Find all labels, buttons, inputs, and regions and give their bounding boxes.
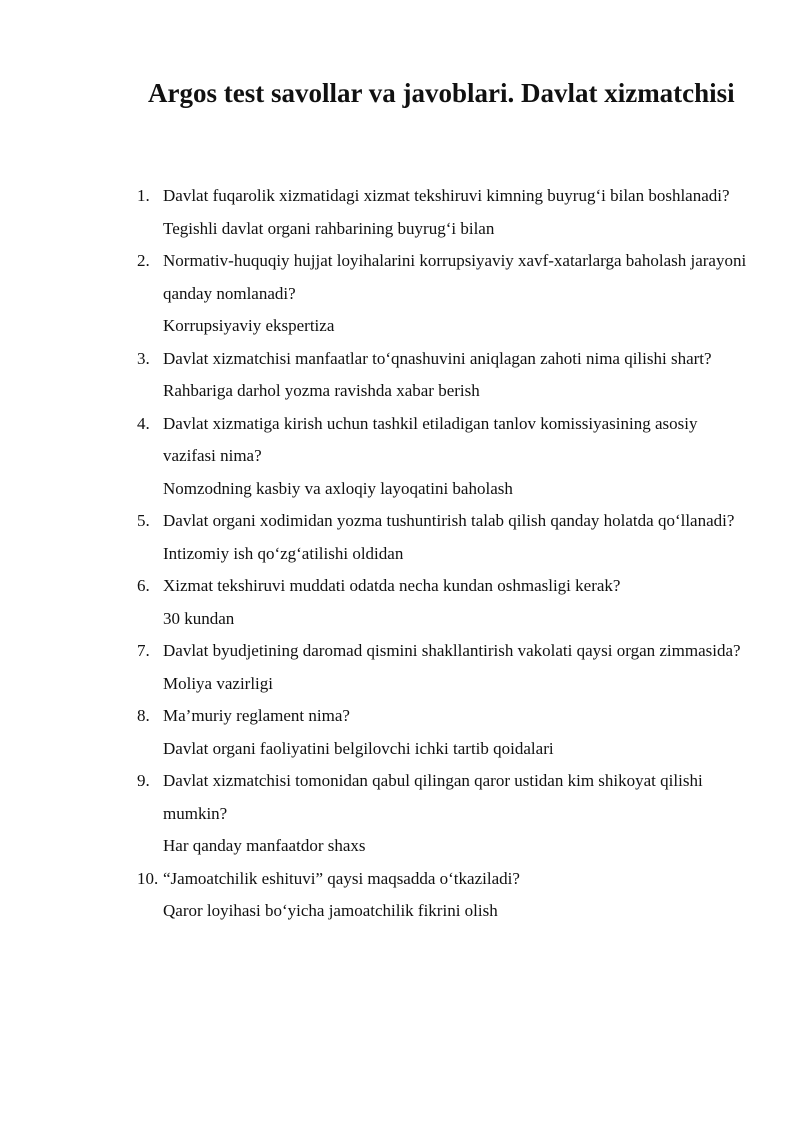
answer-text: Moliya vazirligi <box>163 673 274 693</box>
question-text: “Jamoatchilik eshituvi” qaysi maqsadda o‘tkaziladi? <box>163 868 520 888</box>
item-number: 8. <box>137 706 150 725</box>
list-item <box>0 343 800 408</box>
list-item <box>0 700 800 765</box>
answer-text: Tegishli davlat organi rahbarining buyrug‘i bilan <box>163 218 495 238</box>
answer-text: Korrupsiyaviy ekspertiza <box>163 316 335 335</box>
list-item <box>0 505 800 570</box>
question-text: Xizmat tekshiruvi muddati odatda necha kundan oshmasligi kerak? <box>163 576 621 595</box>
question-text: Davlat fuqarolik xizmatidagi xizmat tekshiruvi kimning buyrug‘i bilan boshlanadi? <box>163 186 730 205</box>
answer-text: Har qanday manfaatdor shaxs <box>163 836 366 855</box>
answer-text: Rahbariga darhol yozma ravishda xabar berish <box>163 381 480 400</box>
question-text: Davlat xizmatchisi tomonidan qabul qilingan qaror ustidan kim shikoyat qilishi mumkin? <box>163 771 703 823</box>
item-number: 3. <box>137 348 150 368</box>
question-text: Davlat xizmatiga kirish uchun tashkil etiladigan tanlov komissiyasining asosiy vazifasi nima? <box>163 413 698 465</box>
list-item <box>0 765 800 863</box>
item-number: 6. <box>137 576 150 595</box>
list-item <box>0 570 800 635</box>
question-text: Normativ-huquqiy hujjat loyihalarini korrupsiyaviy xavf-xatarlarga baholash jarayoni qanday nomlanadi? <box>163 251 747 303</box>
list-item <box>0 180 800 245</box>
question-text: Davlat byudjetining daromad qismini shakllantirish vakolati qaysi organ zimmasida? <box>163 641 741 660</box>
list-item <box>0 863 800 928</box>
item-number: 9. <box>137 771 150 790</box>
item-number: 5. <box>137 511 150 530</box>
item-number: 7. <box>137 641 150 660</box>
item-number: 2. <box>137 251 150 270</box>
answer-text: Nomzodning kasbiy va axloqiy layoqatini baholash <box>163 478 513 498</box>
qa-list <box>0 180 800 928</box>
question-text: Ma’muriy reglament nima? <box>163 706 350 725</box>
answer-text: Qaror loyihasi bo‘yicha jamoatchilik fikrini olish <box>163 901 498 920</box>
question-text: Davlat xizmatchisi manfaatlar to‘qnashuvini aniqlagan zahoti nima qilishi shart? <box>163 348 712 368</box>
answer-text: Davlat organi faoliyatini belgilovchi ichki tartib qoidalari <box>163 738 554 758</box>
item-number: 1. <box>137 186 150 205</box>
item-number: 4. <box>137 413 150 433</box>
page-title: Argos test savollar va javoblari. Davlat xizmatchisi <box>148 78 735 108</box>
question-text: Davlat organi xodimidan yozma tushuntirish talab qilish qanday holatda qo‘llanadi? <box>163 511 735 530</box>
list-item <box>0 245 800 343</box>
list-item <box>0 408 800 506</box>
answer-text: Intizomiy ish qo‘zg‘atilishi oldidan <box>163 543 404 563</box>
answer-text: 30 kundan <box>163 608 235 628</box>
item-number: 10. <box>137 868 159 888</box>
list-item <box>0 635 800 700</box>
